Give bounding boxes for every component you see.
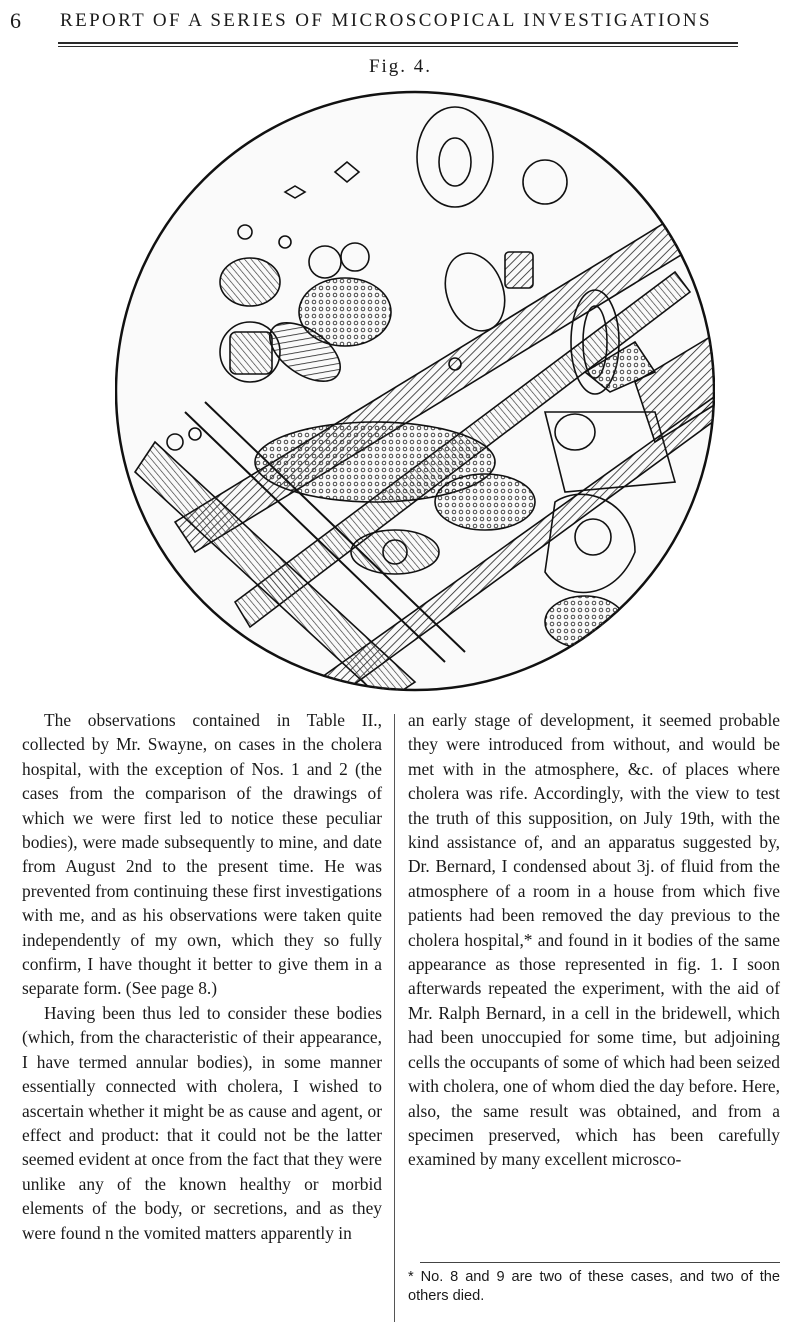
paragraph: Having been thus led to consider these bodies (which, from the characteristic of their appearance, I have termed annular bodies), in some manner essentially connected with cholera, I wished to ascertain whether it might be as cause and agent, or effect and product: that it could not be the latter seemed evident at once from the fact that they were unlike any of the known healthy or morbid elements of the body, or secretions, and as they were found n the vomited matters apparently in (22, 1002, 382, 1243)
left-column (22, 708, 382, 1245)
microscope-field-svg (115, 82, 715, 700)
figure-caption: Fig. 4. (368, 56, 433, 77)
running-head: REPORT OF A SERIES OF MICROSCOPICAL INVESTIGATIONS (60, 10, 712, 31)
footnote: * No. 8 and 9 are two of these cases, and two of the others died. (408, 1269, 780, 1304)
microscope-field-illustration (115, 82, 715, 700)
header-rule (58, 42, 738, 44)
paragraph: The observations contained in Table II., collected by Mr. Swayne, on cases in the cholera hospital, with the exception of Nos. 1 and 2 (the cases from the comparison of the drawings of which we were first led to notice these peculiar bodies), were made subsequently to mine, and date from August 2nd to the present time. He was prevented from continuing these first investigations with me, and as his observations were taken quite independently of my own, which they so fully confirm, I have thought it better to give them in a separate form. (See page 8.) (22, 710, 382, 999)
footnote-rule (420, 1262, 780, 1263)
right-column (408, 708, 780, 1172)
paragraph: an early stage of development, it seemed probable they were introduced from without, and would be met with in the atmosphere, &c. of places where cholera was rife. Accordingly, with the view to test the truth of this supposition, on July 19th, with the kind assistance of, and an apparatus suggested by, Dr. Bernard, I condensed about 3j. of fluid from the atmosphere of a room in a house from which five patients had been removed the day previous to the cholera hospital,* and found in it bodies of the same appearance as those represented in fig. 1. I soon afterwards repeated the experiment, with the aid of Mr. Ralph Bernard, in a cell in the bridewell, which had been unoccupied for some time, but adjoining cells the occupants of some of which had been seized with cholera, one of whom died the day before. Here, also, the same result was obtained, and from a specimen preserved, which has been carefully examined by many excellent microsco- (408, 710, 780, 1170)
header-rule-thin (58, 46, 738, 47)
page-number: 6 (10, 8, 22, 33)
page-header (0, 4, 801, 44)
column-divider (394, 714, 395, 1322)
